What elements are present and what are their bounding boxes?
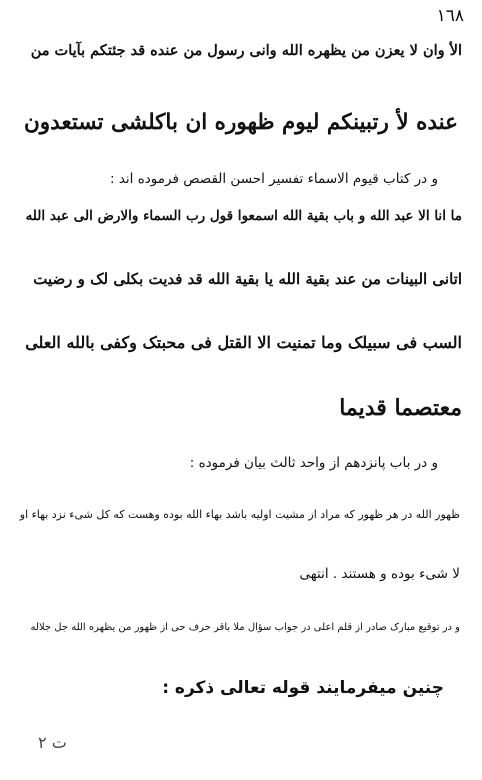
text-line-1: الأ وان لا یعزن من یظهره الله وانی رسول من عنده قد جئتکم بآیات من xyxy=(30,42,462,59)
text-line-7: معتصما قدیما xyxy=(339,395,462,421)
text-line-8: و در باب پانزدهم از واحد ثالث بیان فرموده : xyxy=(189,455,438,471)
text-line-6: السب فی سبیلک وما تمنیت الا القتل فی محبتک وکفی بالله العلی xyxy=(25,333,462,352)
text-line-9: ظهور الله در هر ظهور که مراد از مشیت اولیه باشد بهاء الله بوده وهست که کل شیء نزد بهاء او xyxy=(19,508,460,521)
text-line-10: لا شیء بوده و هستند . انتهی xyxy=(299,566,460,582)
text-line-4: ما انا الا عبد الله و باب بقیة الله اسمعوا قول رب السماء والارض الی عبد الله xyxy=(25,208,462,224)
text-line-3: و در کتاب قیوم الاسماء تفسیر احسن القصص فرموده اند : xyxy=(109,171,438,187)
text-line-12: چنین میفرمایند قوله تعالی ذکره : xyxy=(162,678,444,698)
footer-mark: ۲ ت xyxy=(38,733,67,752)
text-line-11: و در توقیع مبارک صادر از قلم اعلی در جواب سؤال ملا باقر حرف حی از ظهور من یظهره الله جل جلاله xyxy=(30,622,460,633)
page-number: ١٦٨ xyxy=(436,6,464,26)
text-line-5: اتانی البینات من عند بقیة الله یا بقیة الله قد فدیت بکلی لک و رضیت xyxy=(33,270,462,288)
text-line-2: عنده لأ رتبینکم لیوم ظهوره ان باکلشی تستعدون xyxy=(24,110,458,135)
